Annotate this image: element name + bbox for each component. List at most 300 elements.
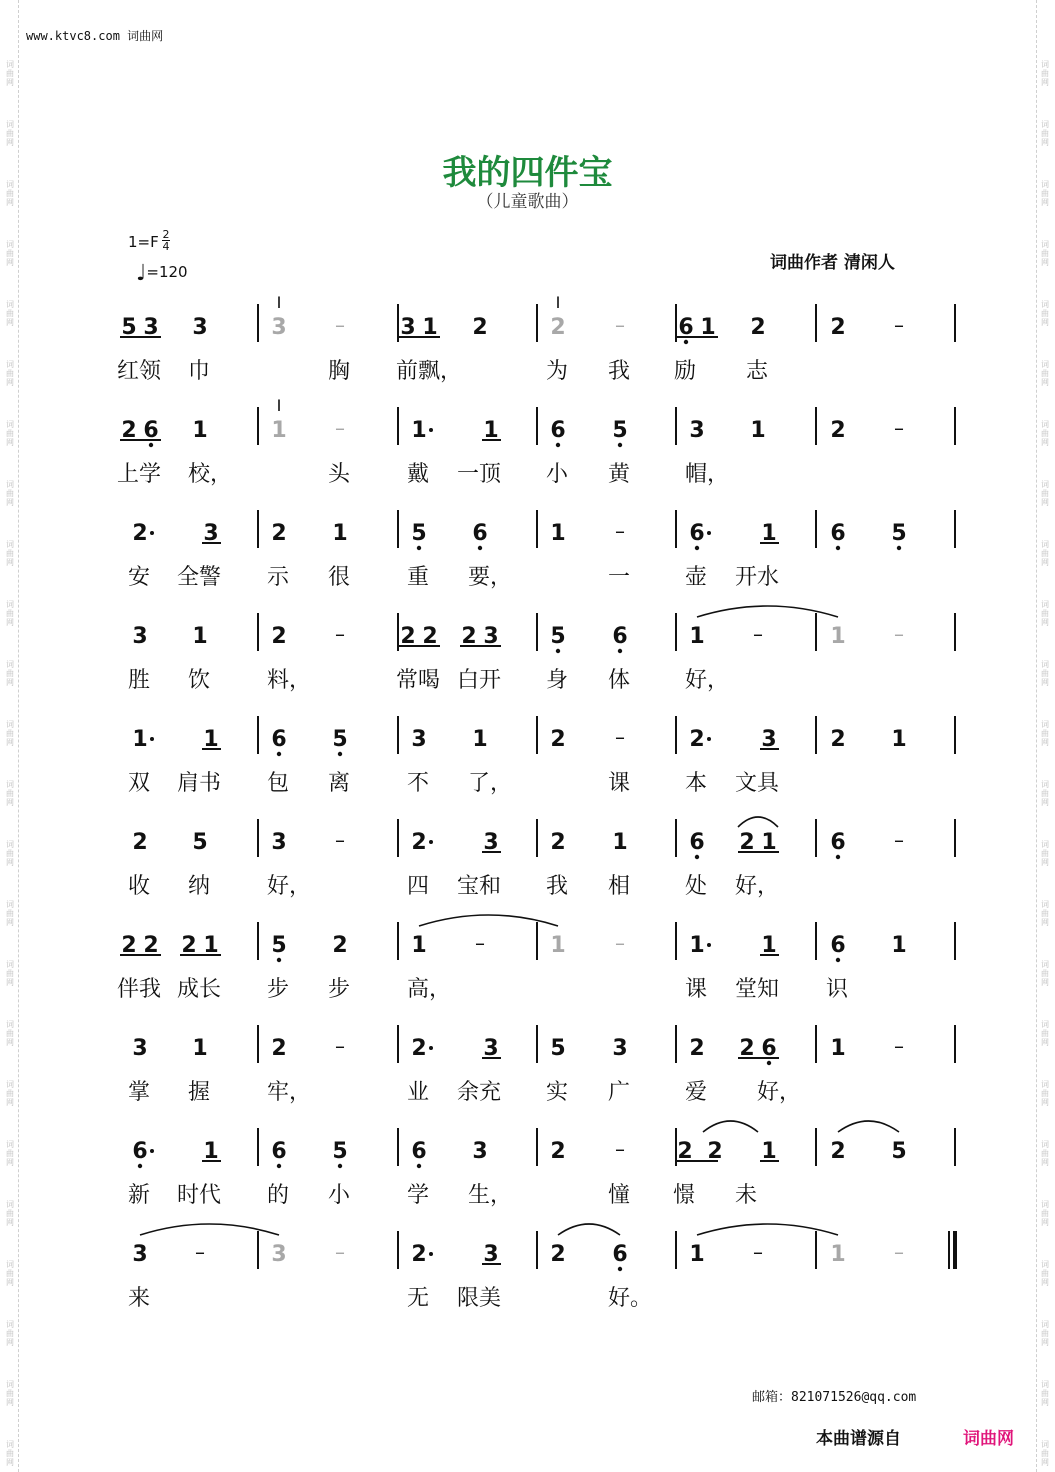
lower-octave-dot [277,1164,281,1168]
note-digit: 1 [761,933,777,958]
note-digit: 6 [689,521,705,546]
augmentation-dot [707,737,711,741]
lyric-char: 校， [188,462,233,487]
site-label: www.ktvc8.com 词曲网 [26,29,164,43]
lyric-char: 胜 [128,668,151,693]
lyric-char: 实 [546,1080,569,1105]
watermark-text: 词 曲 网 [1041,1440,1049,1467]
note-digit: 2 [550,830,566,855]
lyric-char: 帽， [685,462,730,487]
lower-octave-dot [767,1061,771,1065]
lyric-char: 开 [735,565,758,590]
lyric-char: 小 [328,1183,351,1208]
note-digit: 1 [689,933,705,958]
lower-octave-dot [618,1267,622,1271]
lyric-char: 一 [608,565,631,590]
note-digit: 2 [271,624,287,649]
hold-dash: – [195,1240,205,1264]
lyric-char: 高， [407,977,452,1002]
lyric-char: 好， [735,874,780,899]
lyric-char: 安 [128,565,151,590]
note-digit: 2 [830,727,846,752]
lyric-char: 前 [396,359,419,384]
lower-octave-dot [338,752,342,756]
watermark-text: 词 曲 网 [6,840,14,867]
note-digit: 1 [132,727,148,752]
lower-octave-dot [684,340,688,344]
watermark-text: 词 曲 网 [1041,1140,1049,1167]
watermark-text: 词 曲 网 [1041,660,1049,687]
source-label: 本曲谱源自 [816,1429,901,1449]
lower-octave-dot [417,546,421,550]
watermark-text: 词 曲 网 [6,60,14,87]
lyric-char: 开 [479,668,502,693]
lyric-char: 常 [396,668,419,693]
hold-dash: – [753,622,763,646]
hold-dash: – [894,1240,904,1264]
note-digit: 3 [483,830,499,855]
note-digit: 5 [332,727,348,752]
lyric-char: 水 [757,565,780,590]
augmentation-dot [429,1252,433,1256]
watermark-text: 词 曲 网 [1041,60,1049,87]
watermark-text: 词 曲 网 [1041,180,1049,207]
note-digit: 2 [750,315,766,340]
note-digit: 5 [550,624,566,649]
augmentation-dot [150,1149,154,1153]
lyric-char: 好， [685,668,730,693]
hold-dash: – [335,828,345,852]
lyric-char: 白 [457,668,480,693]
lyric-char: 充 [479,1080,502,1105]
note-digit: 1 [750,418,766,443]
note-digit: 2 [830,418,846,443]
note-digit: 2 [121,418,137,443]
lyric-char: 代 [199,1183,222,1208]
lyric-char: 憧 [608,1183,631,1208]
key-signature: 1=F [128,233,159,251]
lower-octave-dot [695,855,699,859]
tie-arc [703,1121,758,1132]
lyric-char: 学 [139,462,162,487]
note-digit: 3 [472,1139,488,1164]
augmentation-dot [429,1046,433,1050]
note-digit: 1 [271,418,287,443]
lower-octave-dot [338,1164,342,1168]
tie-arc [558,1224,620,1235]
lyric-char: 学 [407,1183,430,1208]
lower-octave-dot [556,649,560,653]
note-digit: 3 [400,315,416,340]
note-digit: 6 [472,521,488,546]
watermark-text: 词 曲 网 [6,1440,14,1467]
note-digit: 5 [891,1139,907,1164]
slur [738,817,778,827]
watermark-text: 词 曲 网 [6,360,14,387]
note-digit: 2 [411,1036,427,1061]
note-digit: 2 [739,1036,755,1061]
note-digit: 1 [689,1242,705,1267]
note-digit: 2 [271,1036,287,1061]
note-digit: 2 [143,933,159,958]
composer-credit: 词曲作者 清闲人 [770,253,895,273]
lyric-char: 喝 [418,668,441,693]
watermark-text: 词 曲 网 [1041,1020,1049,1047]
watermark-text: 词 曲 网 [6,660,14,687]
note-digit: 3 [271,315,287,340]
note-digit: 3 [483,624,499,649]
note-digit: 6 [550,418,566,443]
note-digit: 2 [707,1139,723,1164]
note-digit: 1 [612,830,628,855]
watermark-text: 词 曲 网 [1041,1260,1049,1287]
hold-dash: – [615,931,625,955]
note-digit: 5 [550,1036,566,1061]
note-digit: 2 [411,830,427,855]
watermark-text: 词 曲 网 [1041,420,1049,447]
lyric-char: 重 [407,565,430,590]
watermark-text: 词 曲 网 [6,240,14,267]
watermark-text: 词 曲 网 [1041,1320,1049,1347]
note-digit: 6 [830,521,846,546]
watermark-text: 词 曲 网 [6,480,14,507]
lyric-char: 一 [457,462,480,487]
lyric-char: 收 [128,874,151,899]
note-digit: 3 [143,315,159,340]
lower-octave-dot [277,958,281,962]
lyric-char: 体 [608,668,631,693]
note-digit: 2 [132,521,148,546]
note-digit: 3 [483,1242,499,1267]
augmentation-dot [150,531,154,535]
note-digit: 2 [550,1242,566,1267]
lyric-char: 宝 [457,874,480,899]
note-digit: 3 [132,624,148,649]
watermark-text: 词 曲 网 [1041,1080,1049,1107]
watermark-text: 词 曲 网 [1041,1200,1049,1227]
lyric-char: 全 [177,565,200,590]
note-digit: 6 [678,315,694,340]
watermark-text: 词 曲 网 [1041,540,1049,567]
watermark-text: 词 曲 网 [1041,720,1049,747]
lyric-char: 四 [407,874,430,899]
lyric-char: 美 [479,1286,502,1311]
lyric-char: 时 [177,1183,200,1208]
augmentation-dot [429,840,433,844]
watermark-text: 词 曲 网 [1041,120,1049,147]
lyric-char: 步 [328,977,351,1002]
hold-dash: – [753,1240,763,1264]
note-digit: 1 [891,933,907,958]
time-signature-top: 2 [162,228,170,241]
lyric-char: 我 [139,977,162,1002]
hold-dash: – [615,1137,625,1161]
lyric-char: 限 [457,1286,480,1311]
note-digit: 1 [411,933,427,958]
lyric-char: 爱 [685,1080,708,1105]
note-digit: 6 [761,1036,777,1061]
lower-octave-dot [618,443,622,447]
note-digit: 3 [612,1036,628,1061]
note-digit: 3 [203,521,219,546]
lyric-char: 知 [757,977,780,1002]
watermark-text: 词 曲 网 [1041,1380,1049,1407]
hold-dash: – [894,313,904,337]
watermark-text: 词 曲 网 [6,1200,14,1227]
note-digit: 1 [830,1242,846,1267]
song-title: 我的四件宝 [442,153,613,193]
lower-octave-dot [138,1164,142,1168]
lyric-char: 处 [685,874,708,899]
note-digit: 1 [192,418,208,443]
note-digit: 1 [472,727,488,752]
watermark-text: 词 曲 网 [1041,900,1049,927]
lyric-char: 步 [267,977,290,1002]
lyric-char: 掌 [128,1080,151,1105]
note-digit: 1 [192,624,208,649]
note-digit: 2 [461,624,477,649]
watermark-text: 词 曲 网 [6,1080,14,1107]
watermark-text: 词 曲 网 [1041,300,1049,327]
hold-dash: – [335,416,345,440]
lyric-char: 励 [674,359,697,384]
lyric-char: 不 [407,771,430,796]
lyric-char: 成 [177,977,200,1002]
lyric-char: 很 [328,565,351,590]
augmentation-dot [150,737,154,741]
tempo-value: =120 [146,263,188,281]
note-digit: 6 [411,1139,427,1164]
note-digit: 3 [689,418,705,443]
note-digit: 2 [689,727,705,752]
lyric-char: 戴 [407,462,430,487]
note-digit: 2 [830,1139,846,1164]
hold-dash: – [894,828,904,852]
lyric-char: 长 [199,977,222,1002]
note-digit: 6 [612,624,628,649]
lower-octave-dot [478,546,482,550]
note-digit: 1 [550,933,566,958]
watermark-text: 词 曲 网 [1041,960,1049,987]
lyric-char: 好。 [608,1286,653,1311]
note-digit: 2 [689,1036,705,1061]
note-digit: 1 [203,1139,219,1164]
lyric-char: 我 [608,359,631,384]
watermark-text: 词 曲 网 [1041,780,1049,807]
lyric-char: 课 [685,977,708,1002]
lyric-char: 警 [199,565,222,590]
note-digit: 6 [271,727,287,752]
note-digit: 1 [891,727,907,752]
lyric-char: 身 [546,668,569,693]
hold-dash: – [335,1034,345,1058]
note-digit: 3 [132,1242,148,1267]
lyric-char: 好， [757,1080,802,1105]
lower-octave-dot [836,546,840,550]
lyric-char: 课 [608,771,631,796]
lower-octave-dot [897,546,901,550]
note-digit: 1 [203,727,219,752]
note-digit: 1 [411,418,427,443]
note-digit: 6 [271,1139,287,1164]
hold-dash: – [335,622,345,646]
lyric-char: 识 [826,977,849,1002]
note-digit: 2 [739,830,755,855]
lyric-char: 包 [267,771,290,796]
lyric-char: 好， [267,874,312,899]
lower-octave-dot [149,443,153,447]
lyric-char: 领 [139,359,162,384]
lyric-char: 顶 [479,462,502,487]
note-digit: 6 [132,1139,148,1164]
watermark-text: 词 曲 网 [6,1320,14,1347]
lyric-char: 未 [735,1183,758,1208]
note-digit: 2 [181,933,197,958]
note-digit: 3 [132,1036,148,1061]
lyric-char: 饮 [188,668,211,693]
note-digit: 1 [830,1036,846,1061]
time-signature-bottom: 4 [162,240,170,253]
note-digit: 1 [700,315,716,340]
watermark-text: 词 曲 网 [6,780,14,807]
note-digit: 1 [689,624,705,649]
lyric-char: 料， [267,668,312,693]
lyric-char: 巾 [188,359,211,384]
note-digit: 6 [830,933,846,958]
lyric-char: 生， [468,1183,513,1208]
note-digit: 2 [550,1139,566,1164]
note-digit: 6 [143,418,159,443]
hold-dash: – [335,1240,345,1264]
watermark-text: 词 曲 网 [6,300,14,327]
lyric-char: 要， [468,565,513,590]
watermark-text: 词 曲 网 [6,1020,14,1047]
note-digit: 1 [192,1036,208,1061]
watermark-text: 词 曲 网 [1041,360,1049,387]
note-digit: 1 [761,830,777,855]
lyric-char: 余 [457,1080,480,1105]
note-digit: 2 [550,315,566,340]
watermark-text: 词 曲 网 [6,900,14,927]
note-digit: 1 [483,418,499,443]
watermark-text: 词 曲 网 [6,720,14,747]
lyric-char: 为 [546,359,569,384]
lyric-char: 志 [746,359,769,384]
lyric-char: 无 [407,1286,430,1311]
watermark-text: 词 曲 网 [6,120,14,147]
note-digit: 2 [121,933,137,958]
note-digit: 6 [830,830,846,855]
lyric-char: 我 [546,874,569,899]
note-digit: 1 [550,521,566,546]
watermark-text: 词 曲 网 [6,960,14,987]
lyric-char: 胸 [328,359,351,384]
lyric-char: 双 [128,771,151,796]
watermark-text: 词 曲 网 [1041,600,1049,627]
lower-octave-dot [836,958,840,962]
lyric-char: 具 [757,771,780,796]
watermark-text: 词 曲 网 [6,540,14,567]
watermark-text: 词 曲 网 [6,1380,14,1407]
lyric-char: 的 [267,1183,290,1208]
hold-dash: – [615,725,625,749]
lower-octave-dot [556,443,560,447]
lower-octave-dot [618,649,622,653]
note-digit: 1 [203,933,219,958]
note-digit: 5 [891,521,907,546]
watermark-text: 词 曲 网 [1041,240,1049,267]
lower-octave-dot [836,855,840,859]
lyric-char: 小 [546,462,569,487]
note-digit: 2 [550,727,566,752]
lower-octave-dot [277,752,281,756]
note-digit: 2 [677,1139,693,1164]
watermark-text: 词 曲 网 [1041,840,1049,867]
note-digit: 3 [483,1036,499,1061]
hold-dash: – [894,622,904,646]
note-digit: 1 [761,1139,777,1164]
note-digit: 2 [400,624,416,649]
note-digit: 5 [411,521,427,546]
hold-dash: – [894,416,904,440]
lyric-char: 新 [128,1183,151,1208]
lyric-char: 离 [328,771,351,796]
note-digit: 2 [332,933,348,958]
note-digit: 6 [689,830,705,855]
lyric-char: 示 [267,565,290,590]
augmentation-dot [707,531,711,535]
note-digit: 3 [411,727,427,752]
note-digit: 1 [761,521,777,546]
note-digit: 3 [192,315,208,340]
lyric-char: 壶 [685,565,708,590]
hold-dash: – [615,519,625,543]
lyric-char: 业 [407,1080,430,1105]
song-subtitle: （儿童歌曲） [476,192,579,212]
lyric-char: 飘， [418,359,463,384]
note-digit: 2 [472,315,488,340]
lyric-char: 牢， [267,1080,312,1105]
note-digit: 2 [132,830,148,855]
lyric-char: 文 [735,771,758,796]
note-digit: 5 [192,830,208,855]
lyric-char: 堂 [735,977,758,1002]
lower-octave-dot [695,546,699,550]
lyric-char: 本 [685,771,708,796]
hold-dash: – [894,1034,904,1058]
lyric-char: 书 [199,771,222,796]
note-digit: 5 [271,933,287,958]
augmentation-dot [429,428,433,432]
note-digit: 1 [830,624,846,649]
lyric-char: 握 [188,1080,211,1105]
note-digit: 1 [332,521,348,546]
note-digit: 1 [422,315,438,340]
lyric-char: 肩 [177,771,200,796]
watermark-text: 词 曲 网 [6,420,14,447]
lyric-char: 头 [328,462,351,487]
watermark-text: 词 曲 网 [6,1140,14,1167]
lyric-char: 伴 [117,977,140,1002]
contact-email: 邮箱：821071526@qq.com [752,1390,917,1405]
lower-octave-dot [417,1164,421,1168]
note-digit: 3 [761,727,777,752]
note-digit: 2 [271,521,287,546]
note-digit: 5 [332,1139,348,1164]
hold-dash: – [475,931,485,955]
lyric-char: 红 [117,359,140,384]
lyric-char: 纳 [188,874,211,899]
